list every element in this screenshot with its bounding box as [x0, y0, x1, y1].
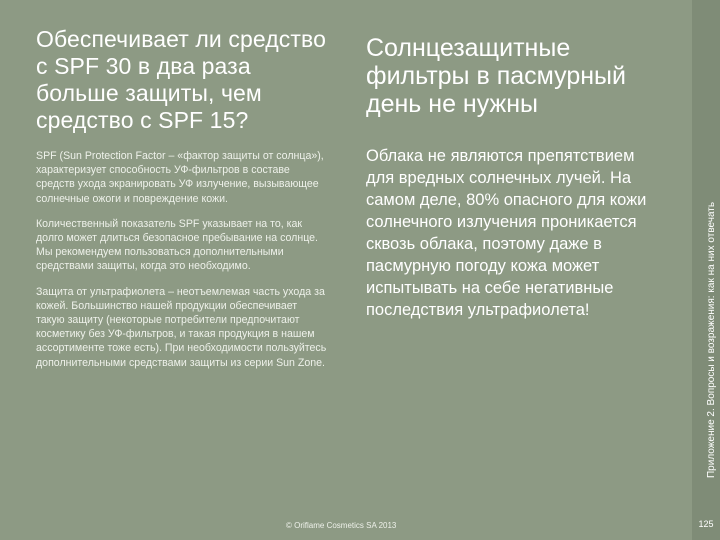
copyright-footer: © Oriflame Cosmetics SA 2013	[286, 521, 397, 530]
uv-protection-paragraph: Защита от ультрафиолета – неотъемлемая часть ухода за кожей. Большинство нашей продукции обеспечивает такую защиту (некоторые потребители предпочитают косметику без УФ-фильтров, и такая продукция в нашем ассортименте тоже есть). При необходимости пользуйтесь дополнительными средствами защиты из серии Sun Zone.	[36, 285, 327, 369]
myth-title: Солнцезащитные фильтры в пасмурный день не нужны	[366, 34, 626, 118]
myth-column	[366, 34, 658, 321]
appendix-caption: Приложение 2. Вопросы и возражения: как на них отвечать	[706, 201, 717, 478]
question-column	[36, 26, 328, 381]
spf-value-paragraph: Количественный показатель SPF указывает на то, как долго может длиться безопасное пребывание на солнце. Мы рекомендуем пользоваться дополнительными средствами защиты, когда это необходимо.	[36, 217, 318, 273]
page-number: 125	[698, 519, 714, 529]
spf-definition-paragraph: SPF (Sun Protection Factor – «фактор защиты от солнца»), характеризует способность УФ-фильтров в составе средств ухода экранировать УФ излучение, вызывающее солнечные ожоги и повреждение кожи.	[36, 150, 324, 205]
question-title: Обеспечивает ли средство с SPF 30 в два раза больше защиты, чем средство с SPF 15?	[36, 26, 326, 133]
myth-answer: Облака не являются препятствием для вредных солнечных лучей. На самом деле, 80% опасного для кожи солнечного излучения проникается сквозь облака, поэтому даже в пасмурную погоду кожа может испытывать на себе негативные последствия ультрафиолета!	[366, 147, 647, 319]
